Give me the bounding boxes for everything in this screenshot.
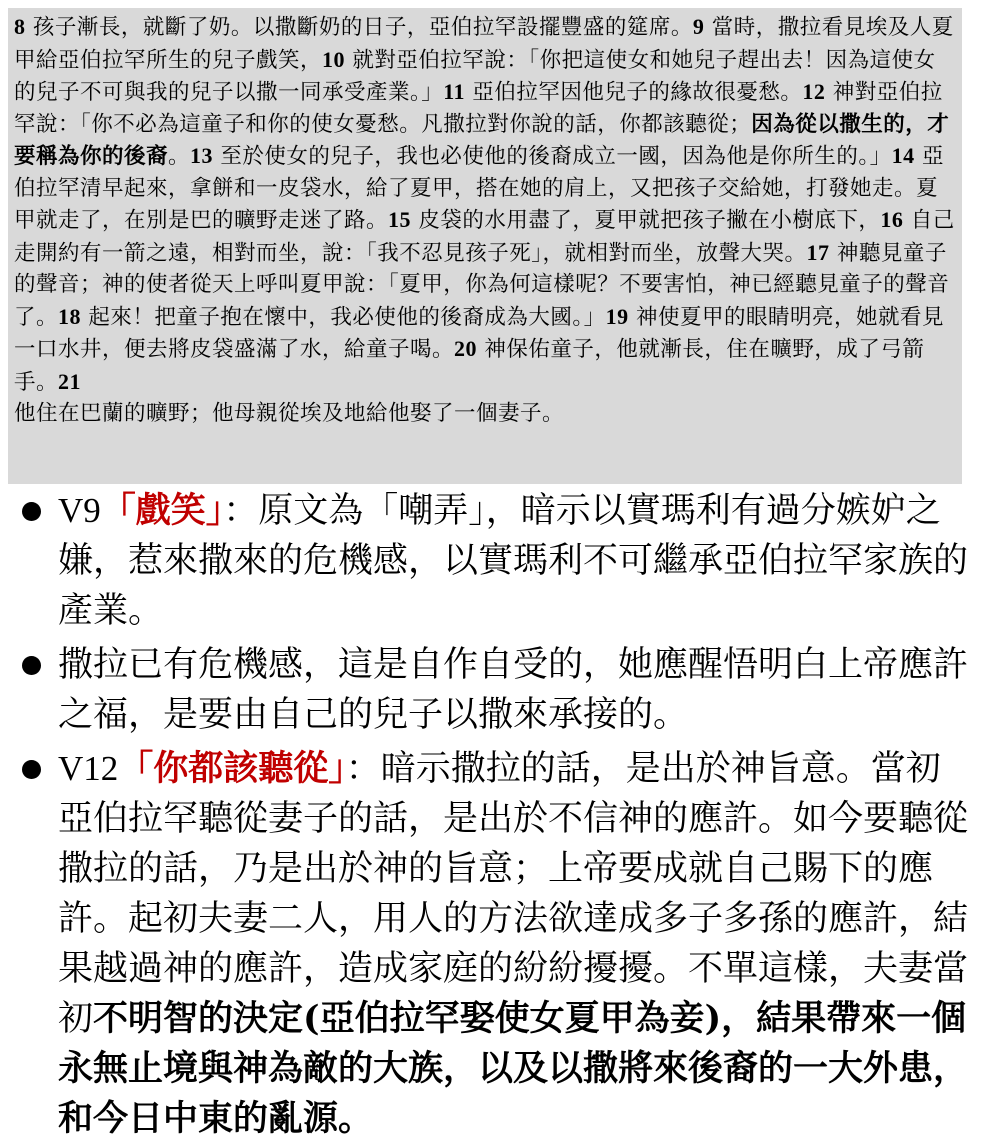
verse-number: 16 [880,207,904,232]
commentary-notes [18,486,968,1148]
verse-reference: V9 [58,491,101,530]
note-text: ：暗示撒拉的話，是出於神旨意。當初亞伯拉罕聽從妻子的話，是出於不信神的應許。如今要聽從撒拉的話，乃是出於神的旨意；上帝要成就自己賜下的應許。起初夫妻二人，用人的方法欲達成多子多孫的應許，結果越過神的應許，造成家庭的紛紛擾擾。不單這樣，夫妻當初 [58,749,969,1039]
verse-text: 神使夏甲的眼睛明亮，她就看見一口水井，便去將皮袋盛滿了水，給童子喝。 [14,304,944,362]
verse-number: 21 [58,368,82,394]
verse-text: 皮袋的水用盡了，夏甲就把孩子撇在小樹底下， [418,208,881,233]
verse-text: 神對亞伯拉罕說：「你不必為這童子和你的使女憂愁。凡撒拉對你說的話，你都該聽從； [14,80,943,137]
scripture-passage [8,8,962,484]
verse-text: 自己走開約有一箭之遠，相對而坐，說：「我不忍見孩子死」，就相對而坐，放聲大哭。 [14,208,955,266]
verse-number: 20 [454,336,478,361]
verse-bold-text: 因為從以撒生的，才要稱為你的後裔 [14,111,950,169]
note-text: 撒拉已有危機感，這是自作自受的，她應醒悟明白上帝應許之福，是要由自己的兒子以撒來承接的。 [58,645,969,735]
verse-text: 亞伯拉罕因他兒子的緣故很憂愁。 [472,80,803,105]
note-item [18,640,968,740]
verse-number: 14 [891,143,915,168]
verse-text: 至於使女的兒子，我也必使他的後裔成立一國，因為他是你所生的。」 [220,144,892,169]
verse-number: 15 [388,207,412,232]
bullet-icon [22,760,41,779]
highlight-term: 「戲笑」 [100,491,224,531]
verse-number: 11 [443,79,466,104]
note-item [18,486,968,636]
note-text: ：原文為「嘲弄」，暗示以實瑪利有過分嫉妒之嫌，惹來撒來的危機感，以實瑪利不可繼承亞伯拉罕家族的產業。 [58,491,969,631]
verse-text: 當時，撒拉看見埃及人夏甲給亞伯拉罕所生的兒子戲笑， [14,15,954,73]
verse-text: 孩子漸長，就斷了奶。以撒斷奶的日子，亞伯拉罕設擺豐盛的筵席。 [32,15,693,40]
verse-number: 12 [802,79,826,104]
verse-number: 17 [806,239,830,265]
verse-text: 起來！把童子抱在懷中，我必使他的後裔成為大國。」 [88,304,606,330]
verse-text: 就對亞伯拉罕說：「你把這使女和她兒子趕出去！因為這使女的兒子不可與我的兒子以撒一同承受產業。」 [14,47,936,105]
verse-reference: V12 [58,749,119,788]
verse-text: 神聽見童子的聲音；神的使者從天上呼叫夏甲說：「夏甲，你為何這樣呢？不要害怕，神已經聽見童子的聲音了。 [14,240,950,330]
verse-text: 他住在巴蘭的曠野；他母親從埃及地給他娶了一個妻子。 [14,401,565,426]
verse-number: 19 [605,303,629,329]
bullet-icon [22,502,41,521]
verse-text: 亞伯拉罕清早起來，拿餅和一皮袋水，給了夏甲，搭在她的肩上，又把孩子交給她，打發她走。夏甲就走了，在別是巴的曠野走迷了路。 [14,144,944,233]
verse-text: 神保佑童子，他就漸長，住在曠野，成了弓箭手。 [14,337,925,395]
verse-number: 9 [692,14,705,39]
verse-number: 18 [58,303,82,329]
verse-number: 10 [322,46,346,72]
note-emphasis-text: 不明智的決定(亞伯拉罕娶使女夏甲為妾)，結果帶來一個永無止境與神為敵的大族，以及以撒將來後裔的一大外患，和今日中東的亂源。 [58,998,969,1139]
verse-number: 13 [190,143,214,168]
note-item [18,744,968,1144]
bullet-icon [22,656,41,675]
verse-text: 。 [168,144,191,169]
highlight-term: 「你都該聽從」 [118,749,346,789]
verse-number: 8 [14,14,26,39]
